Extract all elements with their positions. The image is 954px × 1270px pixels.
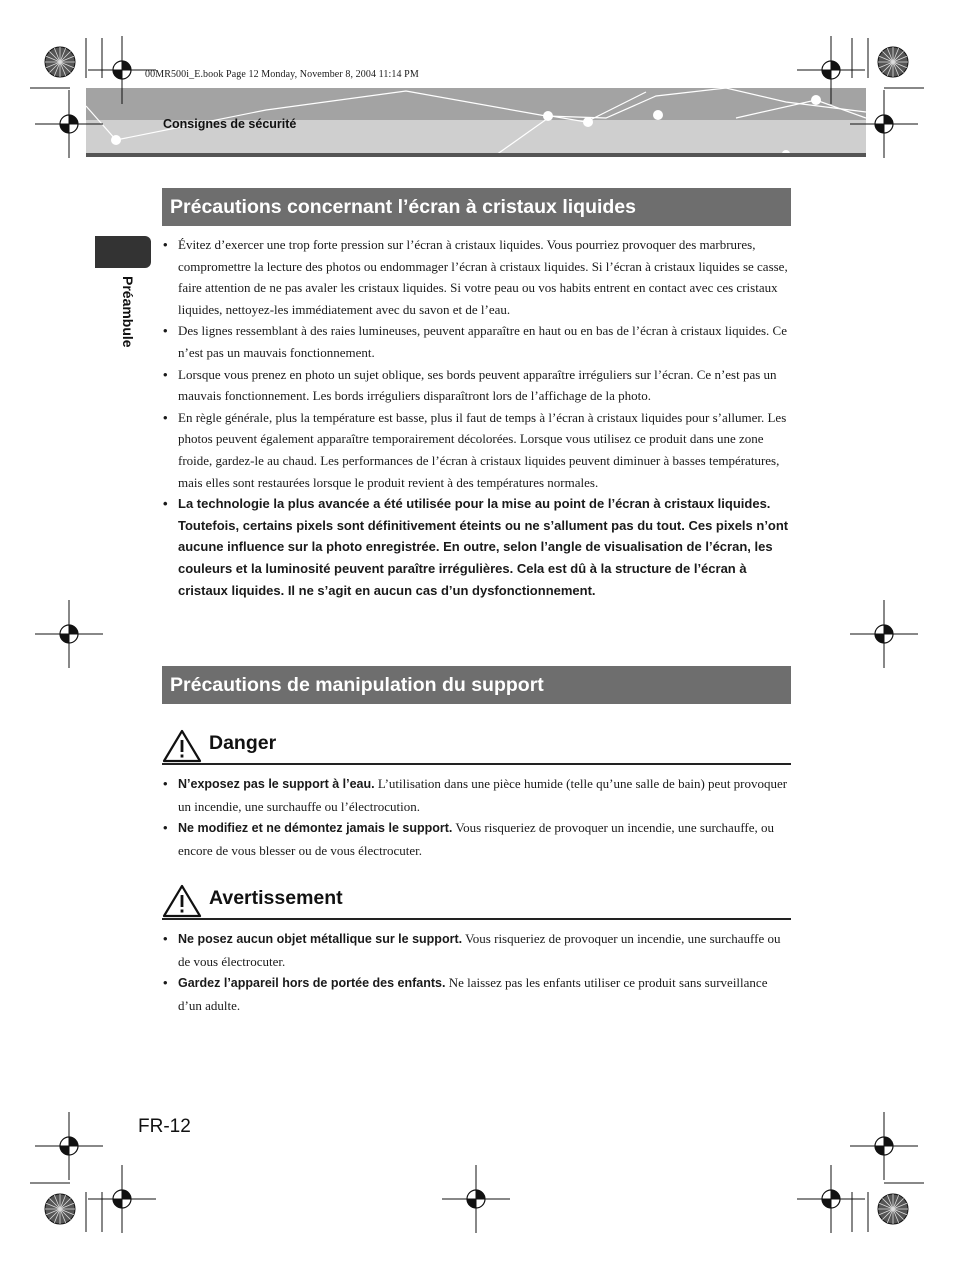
list-item: • En règle générale, plus la température est basse, plus il faut de temps à l’écran à cristaux liquides pour s’allumer. Les photos peuvent également apparaître temporairement décolorées. Lorsque vous utilisez ce produit dans une zone froide, gardez-le au chaud. Les performances de l’écran à cristaux liquides peuvent diminuer à basses températures, mais elles sont restaurées lorsque le produit revient à des températures normales. <box>162 407 792 493</box>
side-tab-label: Préambule <box>120 276 136 348</box>
running-header-title: Consignes de sécurité <box>163 117 297 131</box>
danger-text: Vous risqueriez de provoquer un incendie, une surchauffe, ou encore de vous blesser ou de vous électrocuter. <box>178 820 775 858</box>
print-info: 00MR500i_E.book Page 12 Monday, November 8, 2004 11:14 PM <box>145 69 419 80</box>
danger-title: Danger <box>209 732 277 754</box>
danger-text: L’utilisation dans une pièce humide (telle qu’une salle de bain) peut provoquer un incendie, une surchauffe ou l’électrocution. <box>178 776 788 814</box>
warning-text: Vous risqueriez de provoquer un incendie, une surchauffe ou de vous électrocuter. <box>178 931 781 969</box>
section-title-lcd: Précautions concernant l’écran à cristaux liquides <box>162 188 791 226</box>
warning-title: Avertissement <box>209 887 343 909</box>
list-item: • Des lignes ressemblant à des raies lumineuses, peuvent apparaître en haut ou en bas de l’écran à cristaux liquides. Ce n’est pas un mauvais fonctionnement. <box>162 320 792 363</box>
list-item: • La technologie la plus avancée a été utilisée pour la mise au point de l’écran à cristaux liquides. Toutefois, certains pixels sont définitivement éteints ou ne s’allument pas du tout. Ces pixels n’ont aucune influence sur la photo enregistrée. En outre, selon l’angle de visualisation de l’écran, les couleurs et la luminosité peuvent paraître irrégulières. Cela est dû à la structure de l’écran à cristaux liquides. Il ne s’agit en aucun cas d’un dysfonctionnement. <box>162 493 792 601</box>
danger-lead: Ne modifiez et ne démontez jamais le support. <box>178 821 453 836</box>
list-item: • Lorsque vous prenez en photo un sujet oblique, ses bords peuvent apparaître irréguliers sur l’écran. Ce n’est pas un mauvais fonctionnement. Les bords irréguliers disparaîtront lors de l’affichage de la photo. <box>162 364 792 407</box>
section-title-support: Précautions de manipulation du support <box>162 666 791 704</box>
warning-text: Ne laissez pas les enfants utiliser ce produit sans surveillance d’un adulte. <box>178 975 768 1013</box>
warning-lead: Gardez l’appareil hors de portée des enfants. <box>178 976 446 991</box>
list-item: • Évitez d’exercer une trop forte pression sur l’écran à cristaux liquides. Vous pourriez provoquer des marbrures, compromettre la lecture des photos ou endommager l’écran à cristaux liquides. Si l’écran à cristaux liquides se casse, faire attention de ne pas avaler les cristaux liquides. Si votre peau ou vos habits entrent en contact avec ces cristaux liquides, nettoyez-les immédiatement avec du savon et de l’eau. <box>162 234 792 320</box>
page-number: FR-12 <box>138 1116 191 1137</box>
warning-lead: Ne posez aucun objet métallique sur le support. <box>178 932 463 946</box>
danger-lead: N’exposez pas le support à l’eau. <box>178 777 375 791</box>
